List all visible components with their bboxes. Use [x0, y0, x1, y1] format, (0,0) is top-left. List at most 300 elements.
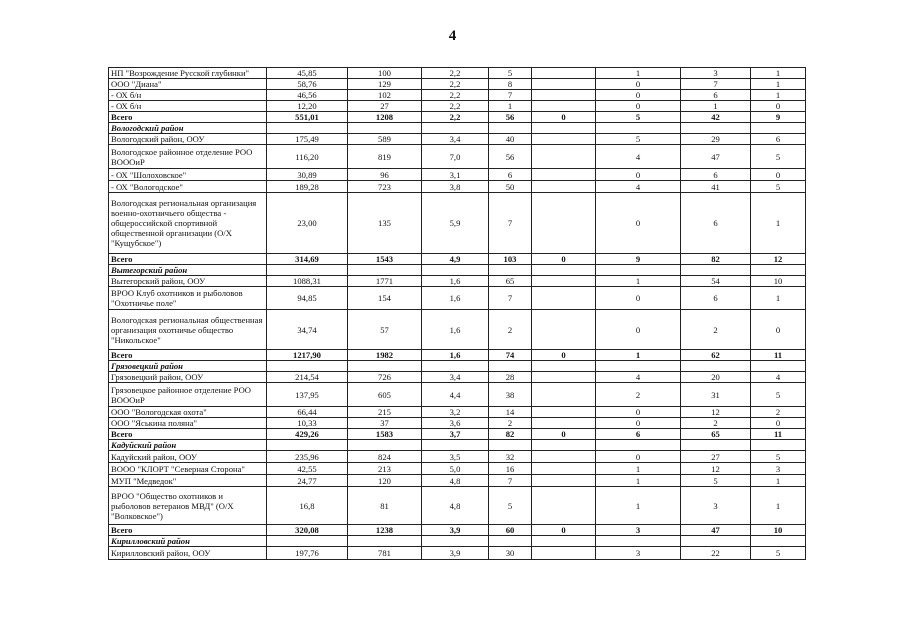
table-cell [532, 193, 596, 254]
table-cell [751, 536, 806, 547]
total-row [109, 112, 806, 123]
table-row [109, 134, 806, 145]
table-cell: 81 [348, 487, 422, 525]
total-row [109, 525, 806, 536]
table-cell [267, 361, 348, 372]
table-cell [348, 536, 422, 547]
table-cell [422, 265, 489, 276]
table-cell: 3,4 [422, 372, 489, 383]
row-label: Вологодское районное отделение РОО ВОООиР [109, 145, 267, 169]
table-cell: 4,4 [422, 383, 489, 407]
table-cell [681, 123, 751, 134]
table-cell: 10 [751, 525, 806, 536]
table-cell: 0 [751, 169, 806, 181]
table-cell [532, 265, 596, 276]
table-cell: 154 [348, 287, 422, 310]
table-cell: 1238 [348, 525, 422, 536]
table-cell: 10 [751, 276, 806, 287]
table-cell: 0 [596, 169, 681, 181]
table-cell [532, 440, 596, 451]
table-row [109, 547, 806, 560]
row-label: Кирилловский район, ООУ [109, 547, 267, 560]
table-cell: 2,2 [422, 90, 489, 101]
table-cell: 7,0 [422, 145, 489, 169]
table-row [109, 287, 806, 310]
table-row [109, 68, 806, 79]
table-cell: 42 [681, 112, 751, 123]
table-cell: 320,08 [267, 525, 348, 536]
table-cell: 1771 [348, 276, 422, 287]
table-cell: 0 [751, 310, 806, 350]
district-header-row [109, 265, 806, 276]
table-cell: 1 [596, 487, 681, 525]
table-cell: 3 [596, 525, 681, 536]
table-cell: 135 [348, 193, 422, 254]
table-cell: 175,49 [267, 134, 348, 145]
table-cell: 7 [681, 79, 751, 90]
table-cell: 9 [751, 112, 806, 123]
table-cell: 1 [751, 79, 806, 90]
table-cell: 40 [489, 134, 532, 145]
table-cell [422, 361, 489, 372]
table-cell [596, 440, 681, 451]
table-cell: 2 [596, 383, 681, 407]
table-cell [267, 536, 348, 547]
table-cell: 3,9 [422, 525, 489, 536]
table-row [109, 451, 806, 463]
table-cell: 50 [489, 181, 532, 193]
row-label: Вологодский район, ООУ [109, 134, 267, 145]
table-cell: 0 [532, 350, 596, 361]
table-cell: 0 [596, 418, 681, 429]
page-number: 4 [448, 28, 457, 44]
table-cell: 4 [596, 145, 681, 169]
table-cell: 235,96 [267, 451, 348, 463]
table-cell [489, 440, 532, 451]
table-cell: 2 [681, 418, 751, 429]
table-cell: 1 [596, 68, 681, 79]
table-cell: 9 [596, 254, 681, 265]
table-cell: 0 [532, 525, 596, 536]
row-label: Грязовецкое районное отделение РОО ВОООиР [109, 383, 267, 407]
table-cell: 1 [596, 475, 681, 487]
table-row [109, 276, 806, 287]
row-label: Вологодская региональная организация военно-охотничьего общества - общероссийской спортивной общественной организации (О/Х "Кущубское") [109, 193, 267, 254]
table-row [109, 101, 806, 112]
table-cell: 12 [681, 463, 751, 475]
total-row [109, 350, 806, 361]
table-cell: 3 [681, 68, 751, 79]
table-cell: 47 [681, 145, 751, 169]
table-cell: 24,77 [267, 475, 348, 487]
table-row [109, 463, 806, 475]
table-cell: 1 [596, 463, 681, 475]
table-cell: 4,8 [422, 487, 489, 525]
table-cell [532, 101, 596, 112]
table-cell: 31 [681, 383, 751, 407]
table-row [109, 90, 806, 101]
row-label: НП "Возрождение Русской глубинки" [109, 68, 267, 79]
table-cell: 3,9 [422, 547, 489, 560]
table-cell: 34,74 [267, 310, 348, 350]
table-row [109, 193, 806, 254]
table-cell: 6 [489, 169, 532, 181]
row-label: Всего [109, 429, 267, 440]
table-cell: 56 [489, 112, 532, 123]
table-cell: 1,6 [422, 276, 489, 287]
table-cell: 82 [681, 254, 751, 265]
table-cell: 0 [751, 101, 806, 112]
table-cell [532, 361, 596, 372]
table-cell: 1208 [348, 112, 422, 123]
table-cell: 4,9 [422, 254, 489, 265]
table-cell [532, 487, 596, 525]
table-cell: 2,2 [422, 112, 489, 123]
table-cell: 1 [489, 101, 532, 112]
table-cell: 3,8 [422, 181, 489, 193]
row-label: - ОХ "Шолоховское" [109, 169, 267, 181]
district-name: Грязовецкий район [109, 361, 267, 372]
table-cell: 0 [596, 101, 681, 112]
row-label: - ОХ б/н [109, 90, 267, 101]
table-cell: 819 [348, 145, 422, 169]
table-cell: 60 [489, 525, 532, 536]
table-cell: 20 [681, 372, 751, 383]
table-row [109, 383, 806, 407]
table-cell [489, 123, 532, 134]
district-name: Вологодский район [109, 123, 267, 134]
table-cell: 116,20 [267, 145, 348, 169]
table-cell: 12,20 [267, 101, 348, 112]
table-cell [532, 310, 596, 350]
table-cell: 46,56 [267, 90, 348, 101]
table-cell: 54 [681, 276, 751, 287]
district-name: Кирилловский район [109, 536, 267, 547]
table-cell: 29 [681, 134, 751, 145]
table-cell: 0 [596, 193, 681, 254]
table-cell: 213 [348, 463, 422, 475]
table-cell: 6 [596, 429, 681, 440]
table-row [109, 169, 806, 181]
table-cell: 103 [489, 254, 532, 265]
table-cell: 102 [348, 90, 422, 101]
table-cell [532, 463, 596, 475]
table-cell: 30,89 [267, 169, 348, 181]
table-cell: 1,6 [422, 350, 489, 361]
table-cell [532, 134, 596, 145]
table-cell [532, 145, 596, 169]
table-cell: 42,55 [267, 463, 348, 475]
table-cell: 3,2 [422, 407, 489, 418]
table-cell [267, 440, 348, 451]
table-cell: 0 [751, 418, 806, 429]
table-cell: 11 [751, 350, 806, 361]
table-cell: 137,95 [267, 383, 348, 407]
row-label: ООО "Вологодская охота" [109, 407, 267, 418]
row-label: Кадуйский район, ООУ [109, 451, 267, 463]
table-cell: 12 [681, 407, 751, 418]
table-row [109, 372, 806, 383]
table-cell: 7 [489, 193, 532, 254]
table-cell: 6 [681, 90, 751, 101]
table-cell [267, 123, 348, 134]
table-cell: 3,6 [422, 418, 489, 429]
table-cell: 5 [681, 475, 751, 487]
table-cell [751, 265, 806, 276]
table-cell: 1 [596, 350, 681, 361]
table-cell: 1 [681, 101, 751, 112]
table-cell: 1,6 [422, 310, 489, 350]
table-cell: 0 [532, 254, 596, 265]
table-cell: 5 [751, 383, 806, 407]
table-cell: 96 [348, 169, 422, 181]
table-cell: 7 [489, 287, 532, 310]
table-cell [751, 123, 806, 134]
table-cell: 5,9 [422, 193, 489, 254]
table-cell: 0 [596, 79, 681, 90]
table-cell: 4 [596, 372, 681, 383]
table-cell: 41 [681, 181, 751, 193]
table-cell: 6 [681, 193, 751, 254]
table-cell: 1,6 [422, 287, 489, 310]
table-cell: 0 [532, 112, 596, 123]
table-cell: 66,44 [267, 407, 348, 418]
table-cell: 6 [681, 169, 751, 181]
district-name: Вытегорский район [109, 265, 267, 276]
table-cell: 3 [681, 487, 751, 525]
table-cell [681, 265, 751, 276]
table-cell: 781 [348, 547, 422, 560]
table-cell: 1 [751, 487, 806, 525]
table-cell [681, 361, 751, 372]
table-row [109, 310, 806, 350]
table-cell: 314,69 [267, 254, 348, 265]
table-cell [532, 79, 596, 90]
table-cell: 6 [751, 134, 806, 145]
table-cell [422, 536, 489, 547]
row-label: Грязовецкий район, ООУ [109, 372, 267, 383]
table-cell: 824 [348, 451, 422, 463]
table-cell [532, 418, 596, 429]
table-cell [422, 123, 489, 134]
row-label: - ОХ "Вологодское" [109, 181, 267, 193]
district-header-row [109, 123, 806, 134]
table-cell: 5 [489, 68, 532, 79]
row-label: ВРОО Клуб охотников и рыболовов "Охотничье поле" [109, 287, 267, 310]
table-cell [348, 361, 422, 372]
table-cell [532, 451, 596, 463]
table-cell [751, 361, 806, 372]
table-cell: 0 [532, 429, 596, 440]
table-cell [532, 68, 596, 79]
table-cell [489, 265, 532, 276]
table-cell: 5 [751, 451, 806, 463]
table-cell: 38 [489, 383, 532, 407]
table-cell [489, 361, 532, 372]
table-cell: 27 [681, 451, 751, 463]
table-cell: 5 [751, 547, 806, 560]
table-cell: 16,8 [267, 487, 348, 525]
table-cell: 2,2 [422, 79, 489, 90]
table-cell: 589 [348, 134, 422, 145]
table-cell: 22 [681, 547, 751, 560]
table-cell: 605 [348, 383, 422, 407]
table-cell: 82 [489, 429, 532, 440]
table-cell [348, 440, 422, 451]
table-cell: 45,85 [267, 68, 348, 79]
table-cell: 2 [489, 310, 532, 350]
table-cell [489, 536, 532, 547]
table-cell: 214,54 [267, 372, 348, 383]
table-cell: 27 [348, 101, 422, 112]
district-header-row [109, 536, 806, 547]
table-cell: 0 [596, 451, 681, 463]
table-cell: 4 [751, 372, 806, 383]
table-cell [751, 440, 806, 451]
table-cell [532, 383, 596, 407]
table-cell: 14 [489, 407, 532, 418]
table-cell: 3 [751, 463, 806, 475]
table-cell [532, 547, 596, 560]
table-cell: 1 [751, 475, 806, 487]
table-cell: 5,0 [422, 463, 489, 475]
table-cell [267, 265, 348, 276]
table-cell: 74 [489, 350, 532, 361]
table-cell: 58,76 [267, 79, 348, 90]
table-cell: 32 [489, 451, 532, 463]
table-cell: 0 [596, 287, 681, 310]
table-cell: 3 [596, 547, 681, 560]
table-cell: 2,2 [422, 101, 489, 112]
table-cell: 5 [751, 145, 806, 169]
table-cell: 4 [596, 181, 681, 193]
table-cell [596, 536, 681, 547]
table-cell: 65 [489, 276, 532, 287]
table-cell: 1217,90 [267, 350, 348, 361]
table-cell: 1583 [348, 429, 422, 440]
row-label: Всего [109, 350, 267, 361]
table-row [109, 418, 806, 429]
table-cell: 8 [489, 79, 532, 90]
table-cell: 215 [348, 407, 422, 418]
table-cell: 2 [489, 418, 532, 429]
table-row [109, 475, 806, 487]
total-row [109, 254, 806, 265]
table-row [109, 487, 806, 525]
row-label: - ОХ б/н [109, 101, 267, 112]
row-label: ООО "Диана" [109, 79, 267, 90]
table-cell: 62 [681, 350, 751, 361]
table-cell: 726 [348, 372, 422, 383]
table-cell: 3,4 [422, 134, 489, 145]
row-label: Всего [109, 112, 267, 123]
table-cell: 1 [751, 68, 806, 79]
table-cell: 5 [596, 112, 681, 123]
table-cell: 2,2 [422, 68, 489, 79]
table-cell: 30 [489, 547, 532, 560]
table-cell: 0 [596, 310, 681, 350]
table-cell: 1 [751, 287, 806, 310]
table-cell: 1 [751, 90, 806, 101]
table-cell: 10,33 [267, 418, 348, 429]
table-cell: 11 [751, 429, 806, 440]
table-cell [532, 372, 596, 383]
table-cell [532, 475, 596, 487]
table-cell [532, 169, 596, 181]
table-cell [596, 265, 681, 276]
table-cell [596, 361, 681, 372]
table-cell [348, 123, 422, 134]
row-label: МУП "Медведок" [109, 475, 267, 487]
table-row [109, 79, 806, 90]
table-cell: 56 [489, 145, 532, 169]
table-cell: 2 [751, 407, 806, 418]
table-cell: 0 [596, 90, 681, 101]
table-row [109, 407, 806, 418]
row-label: ВРОО "Общество охотников и рыболовов ветеранов МВД" (О/Х "Волковское") [109, 487, 267, 525]
table-cell: 189,28 [267, 181, 348, 193]
table-cell: 1 [596, 276, 681, 287]
table-cell: 3,7 [422, 429, 489, 440]
table-cell [532, 536, 596, 547]
table-cell [532, 123, 596, 134]
table-cell: 47 [681, 525, 751, 536]
table-cell [532, 181, 596, 193]
row-label: ВООО "КЛОРТ "Северная Сторона" [109, 463, 267, 475]
table-cell: 120 [348, 475, 422, 487]
table-cell: 57 [348, 310, 422, 350]
table-cell [596, 123, 681, 134]
table-cell: 7 [489, 475, 532, 487]
table-cell: 1 [751, 193, 806, 254]
table-cell: 4,8 [422, 475, 489, 487]
row-label: Всего [109, 254, 267, 265]
table-cell: 6 [681, 287, 751, 310]
row-label: Всего [109, 525, 267, 536]
table-cell: 28 [489, 372, 532, 383]
table-cell [681, 440, 751, 451]
data-table [108, 67, 806, 560]
table-cell: 429,26 [267, 429, 348, 440]
row-label: ООО "Яськина поляна" [109, 418, 267, 429]
table-cell: 100 [348, 68, 422, 79]
district-name: Кадуйский район [109, 440, 267, 451]
table-cell [532, 287, 596, 310]
table-cell [532, 407, 596, 418]
table-cell [532, 276, 596, 287]
row-label: Вологодская региональная общественная организация охотничье общество "Никольское" [109, 310, 267, 350]
total-row [109, 429, 806, 440]
table-cell [681, 536, 751, 547]
table-cell: 129 [348, 79, 422, 90]
table-cell: 3,5 [422, 451, 489, 463]
table-row [109, 145, 806, 169]
table-cell: 5 [751, 181, 806, 193]
table-cell [422, 440, 489, 451]
table-cell: 5 [596, 134, 681, 145]
table-cell: 37 [348, 418, 422, 429]
table-cell: 0 [596, 407, 681, 418]
row-label: Вытегорский район, ООУ [109, 276, 267, 287]
table-cell: 5 [489, 487, 532, 525]
table-cell: 1088,31 [267, 276, 348, 287]
table-cell: 94,85 [267, 287, 348, 310]
table-cell: 197,76 [267, 547, 348, 560]
table-cell: 23,00 [267, 193, 348, 254]
table-cell: 16 [489, 463, 532, 475]
table-cell [348, 265, 422, 276]
table-cell: 723 [348, 181, 422, 193]
